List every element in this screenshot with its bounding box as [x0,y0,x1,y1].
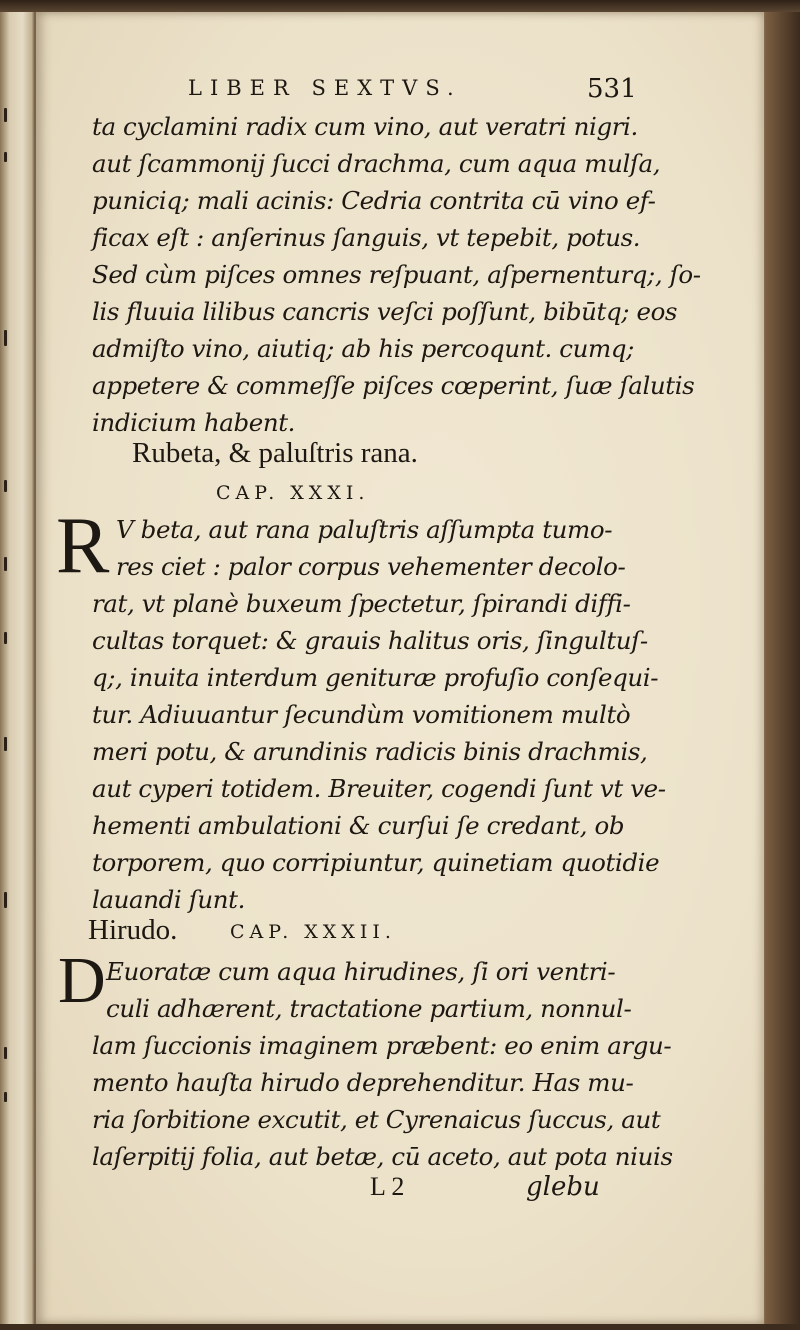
text-line: appetere & commeſſe piſces cœperint, ſuæ ſalutis [92,371,695,400]
text-line: cultas torquet: & grauis halitus oris, ſingultuſ- [92,626,648,655]
text-line: lam ſuccionis imaginem præbent: eo enim argu- [92,1031,672,1060]
text-line: meri potu, & arundinis radicis binis drachmis, [92,737,648,766]
text-line: lauandi ſunt. [92,885,245,914]
text-line: puniciq; mali acinis: Cedria contrita cū vino ef- [92,186,656,215]
edge-ink-mark [4,108,7,122]
text-line: hementi ambulationi & curſui ſe credant, ob [92,811,625,840]
text-line: tur. Adiuuantur ſecundùm vomitionem multò [92,700,631,729]
text-line: ria ſorbitione excutit, et Cyrenaicus ſuccus, aut [92,1105,661,1134]
edge-ink-mark [4,152,7,162]
section-title: Hirudo. [88,914,178,946]
text-line: aut ſcammonij ſucci drachma, cum aqua mulſa, [92,149,661,178]
text-line: torporem, quo corripiuntur, quinetiam quotidie [92,848,660,877]
chapter-number: CAP. XXXII. [230,921,396,943]
text-line: rat, vt planè buxeum ſpectetur, ſpirandi diffi- [92,589,631,618]
text-line: laſerpitij folia, aut betæ, cū aceto, aut pota niuis [92,1142,673,1171]
edge-ink-mark [4,557,7,571]
section-title: Rubeta, & paluſtris rana. [132,437,418,469]
book-page [36,12,764,1324]
text-line: aut cyperi totidem. Breuiter, cogendi ſunt vt ve- [92,774,666,803]
page-number: 531 [587,74,637,104]
running-title: LIBER SEXTVS. [188,76,462,100]
text-line: q;, inuita interdum genituræ profuſio conſequi- [92,663,659,692]
edge-ink-mark [4,480,7,492]
text-line: V beta, aut rana paluſtris aſſumpta tumo- [116,515,613,544]
text-line: lis fluuia lilibus cancris veſci poſſunt, bibūtq; eos [92,297,678,326]
text-line: res ciet : palor corpus vehementer decolo- [116,552,626,581]
book-bottom-edge [0,1324,800,1330]
book-top-edge [0,0,800,12]
text-line: mento hauſta hirudo deprehenditur. Has mu- [92,1068,634,1097]
text-line: indicium habent. [92,408,296,437]
edge-ink-mark [4,737,7,751]
text-line: ficax eſt : anſerinus ſanguis, vt tepebit, potus. [92,223,641,252]
previous-page-edge [0,12,32,1324]
text-line: ta cyclamini radix cum vino, aut veratri nigri. [92,112,638,141]
chapter-number: CAP. XXXI. [216,482,370,504]
edge-ink-mark [4,892,7,908]
edge-ink-mark [4,632,7,644]
drop-cap: R [56,502,110,590]
text-line: admiſto vino, aiutiq; ab his percoqunt. cumq; [92,334,634,363]
edge-ink-mark [4,330,7,346]
signature-mark: L 2 [370,1172,405,1201]
edge-ink-mark [4,1092,7,1102]
drop-cap: D [58,944,106,1017]
text-line: Euoratæ cum aqua hirudines, ſi ori ventri- [106,957,616,986]
edge-ink-mark [4,1047,7,1059]
text-line: culi adhærent, tractatione partium, nonnul- [106,994,632,1023]
text-line: Sed cùm piſces omnes reſpuant, aſpernenturq;, ſo- [92,260,701,289]
catchword: glebu [526,1172,600,1202]
